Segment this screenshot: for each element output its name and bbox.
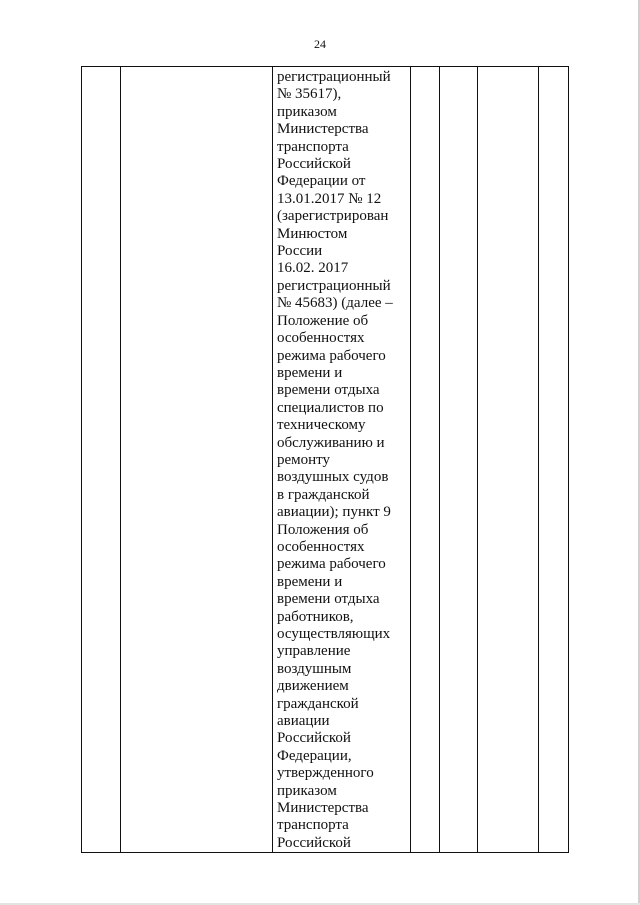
legal-reference-text: регистрационный № 35617), приказом Министерства транспорта Российской Федерации от 13.01.2017 № 12 (зарегистрирован Минюстом России 16.02. 2017 регистрационный № 45683) (далее – Положение об особенностях режима рабочего времени и времени отдыха специалистов по техническому обслуживанию и ремонту воздушных судов в гражданской авиации); пункт 9 Положения об особенностях режима рабочего времени и времени отдыха работников, осуществляющих управление воздушным движением гражданской авиации Российской Федерации, утвержденного приказом Министерства транспорта Российской: [277, 69, 393, 851]
table-cell-not-applicable: [478, 67, 539, 853]
table-cell-yes: [411, 67, 440, 853]
table-cell-legal-reference: [273, 67, 411, 853]
requirements-table: [81, 66, 569, 853]
table-cell-number: [82, 67, 121, 853]
table-cell-requirement: [121, 67, 273, 853]
table-cell-no: [440, 67, 478, 853]
page-number: 24: [314, 37, 326, 51]
table-row: [82, 67, 569, 853]
table-cell-note: [539, 67, 569, 853]
